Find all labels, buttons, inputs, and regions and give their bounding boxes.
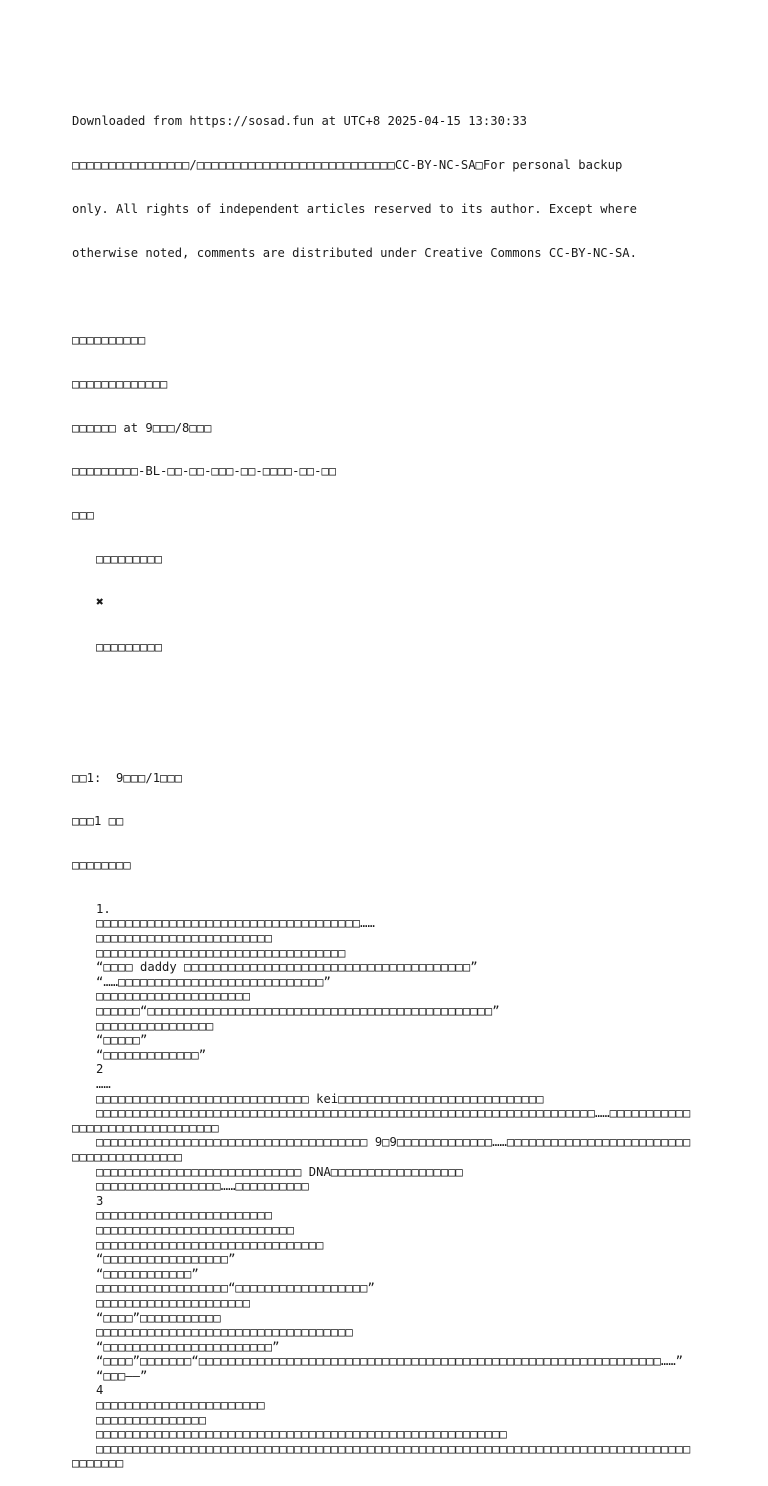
document-page	[72, 85, 696, 1486]
paragraph-line: “□□□——”	[96, 1368, 148, 1383]
chapter-intro: □□□□□□□□	[72, 858, 131, 873]
document-title: □□□□□□□□□□	[72, 333, 146, 348]
paragraph-line: □□□□□□□□□□□□□□□□□□□□□□□□□□□□□□□□□□□□□□□□□□□□□□□□□□□□□□□□□□□□□□□□□□□□……□□□□□□□□□□□□□□□□□□□□□□□□□□□□□□□	[72, 1106, 691, 1135]
paragraph-line: □□□□□□□□□□□□□□□□□□□□□□□	[96, 1398, 265, 1413]
meta-sub-b: □□□□□□□□□	[96, 639, 163, 654]
paragraph-line: □□□□□□□□□□□□□□□□□□□□□□□□□□□□ DNA□□□□□□□□□□□□□□□□□□	[96, 1164, 463, 1179]
paragraph-line: □□□□□□“□□□□□□□□□□□□□□□□□□□□□□□□□□□□□□□□□□□□□□□□□□□□□□□”	[96, 1004, 500, 1019]
spacer	[72, 683, 696, 741]
license-line: otherwise noted, comments are distributed under Creative Commons CC-BY-NC-SA.	[72, 245, 637, 260]
paragraph-line: 2	[96, 1062, 104, 1077]
paragraph-line: □□□□□□□□□□□□□□□□	[96, 1018, 214, 1033]
paragraph-line: □□□□□□□□□□□□□□□□□□□□□□□□□□□□□□□□□□□□□ 9□9□□□□□□□□□□□□□……□□□□□□□□□□□□□□□□□□□□□□□□□□□□□□□□□□□□□□□□	[72, 1135, 691, 1164]
paragraph-line: □□□□□□□□□□□□□□□□□□□□□□□□□□□□□□□□□□□□□□□□□□□□□□□□□□□□□□□□□□□□□□□□□□□□□□□□□□□□□□□□□□□□□□□□	[72, 1441, 691, 1471]
paragraph-line: 4	[96, 1383, 104, 1398]
chapter-heading: □□1: 9□□□/1□□□	[72, 770, 183, 785]
date-line: □□□□□□ at 9□□□/8□□□	[72, 420, 212, 435]
paragraph-line: “□□□□□□□□□□□□□□□□□”	[96, 1252, 236, 1267]
paragraph-line: □□□□□□□□□□□□□□□□□□□□□□□□	[96, 931, 273, 946]
paragraph-line: “……□□□□□□□□□□□□□□□□□□□□□□□□□□□□”	[96, 974, 331, 989]
license-line: □□□□□□□□□□□□□□□□/□□□□□□□□□□□□□□□□□□□□□□□□□□□CC-BY-NC-SA□For personal backup	[72, 157, 623, 172]
meta-sub-a: □□□□□□□□□	[96, 552, 163, 566]
short-line: □□□	[72, 508, 95, 523]
paragraph-line: □□□□□□□□□□□□□□□□□□□□□□□□□□□□□□□□□□	[96, 945, 346, 960]
paragraph-line: □□□□□□□□□□□□□□□□□□□□□	[96, 1295, 251, 1310]
paragraph-line: □□□□□□□□□□□□□□□□□□“□□□□□□□□□□□□□□□□□□”	[96, 1281, 375, 1296]
paragraph-line: □□□□□□□□□□□□□□□□□……□□□□□□□□□□	[96, 1179, 309, 1194]
close-icon: ✖	[96, 594, 104, 610]
paragraph-line: “□□□□”□□□□□□□“□□□□□□□□□□□□□□□□□□□□□□□□□□□□□□□□□□□□□□□□□□□□□□□□□□□□□□□□□□□□□□□……”	[96, 1354, 683, 1369]
download-notice: Downloaded from https://sosad.fun at UTC+8 2025-04-15 13:30:33	[72, 114, 527, 129]
chapter-subheading: □□□1 □□	[72, 814, 124, 829]
paragraph-line: □□□□□□□□□□□□□□□□□□□□□□□□□□□□□□□□□□□	[96, 1325, 353, 1340]
paragraph-line: 3	[96, 1193, 104, 1208]
paragraph-line: 1.	[96, 901, 111, 916]
paragraph-line: □□□□□□□□□□□□□□□□□□□□□□□□□□□□□□□□□□□□……	[96, 916, 375, 931]
paragraph-line: □□□□□□□□□□□□□□□	[96, 1412, 207, 1427]
chapter-body	[72, 902, 696, 1471]
paragraph-line: “□□□□□□□□□□□□□□□□□□□□□□□”	[96, 1339, 280, 1354]
paragraph-line: “□□□□”□□□□□□□□□□□	[96, 1310, 221, 1325]
paragraph-line: □□□□□□□□□□□□□□□□□□□□□□□□□□□	[96, 1222, 295, 1237]
document-subtitle: □□□□□□□□□□□□□	[72, 376, 168, 391]
paragraph-line: □□□□□□□□□□□□□□□□□□□□□	[96, 989, 251, 1004]
paragraph-line: □□□□□□□□□□□□□□□□□□□□□□□□□□□□□□□□□□□□□□□□□□□□□□□□□□□□□□□□	[96, 1427, 507, 1442]
paragraph-line: □□□□□□□□□□□□□□□□□□□□□□□□□□□□□ kei□□□□□□□□□□□□□□□□□□□□□□□□□□□□	[96, 1091, 544, 1106]
paragraph-line: □□□□□□□□□□□□□□□□□□□□□□□□	[96, 1208, 273, 1223]
paragraph-line: □□□□□□□□□□□□□□□□□□□□□□□□□□□□□□□	[96, 1237, 324, 1252]
spacer	[72, 289, 696, 304]
paragraph-line: “□□□□□□□□□□□□”	[96, 1266, 199, 1281]
paragraph-line: “□□□□□□□□□□□□□”	[96, 1047, 207, 1062]
license-line: only. All rights of independent articles reserved to its author. Except where	[72, 201, 637, 216]
paragraph-line: ……	[96, 1077, 111, 1091]
tags-line: □□□□□□□□□-BL-□□-□□-□□□-□□-□□□□-□□-□□	[72, 464, 337, 479]
paragraph-line: “□□□□□”	[96, 1033, 148, 1048]
paragraph-line: “□□□□ daddy □□□□□□□□□□□□□□□□□□□□□□□□□□□□□□□□□□□□□□□”	[96, 960, 478, 975]
